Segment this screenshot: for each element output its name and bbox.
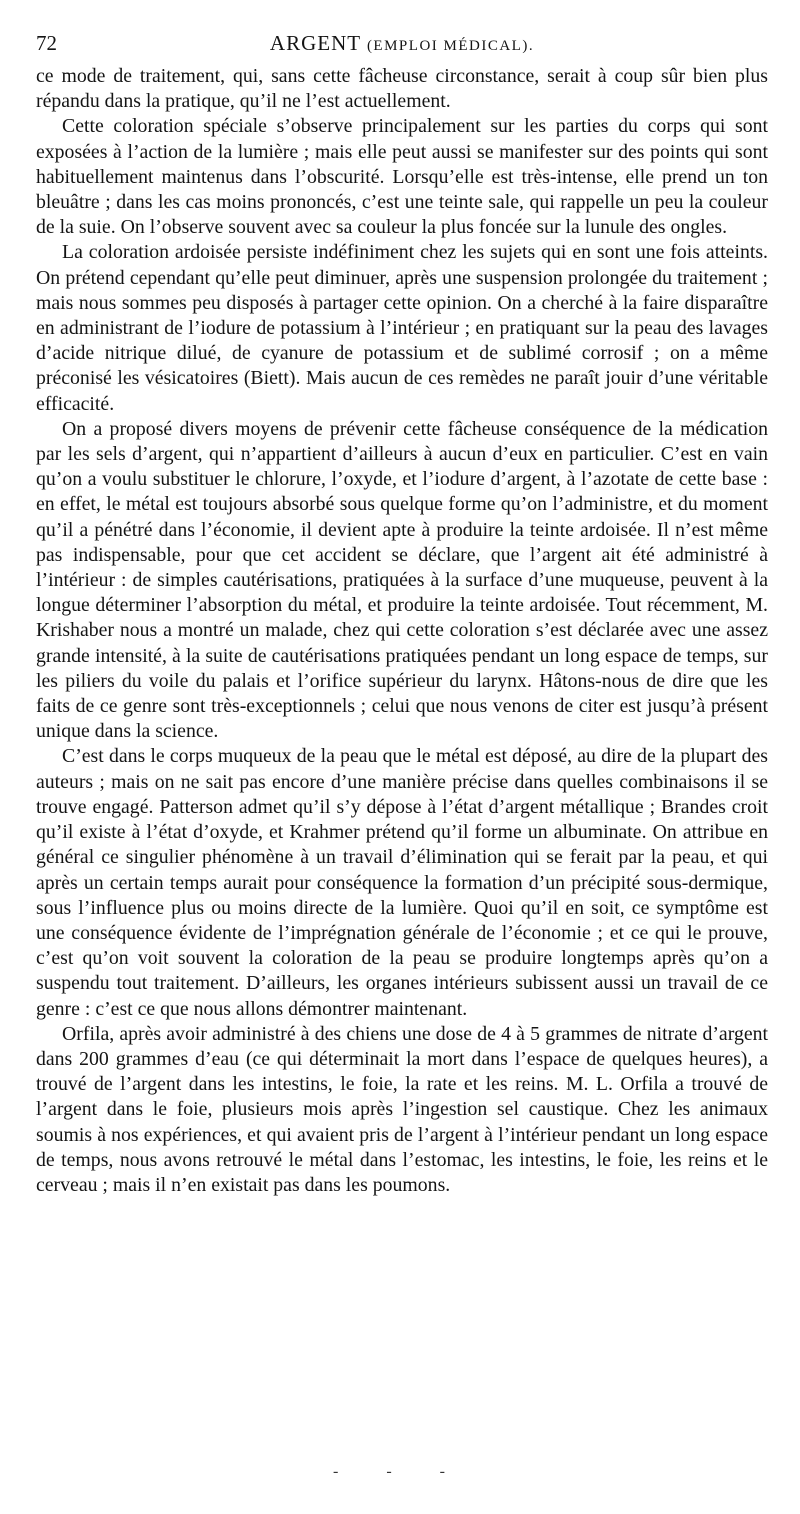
paragraph: C’est dans le corps muqueux de la peau que le métal est déposé, au dire de la plupart des auteurs ; mais on ne sait pas encore d’une manière précise dans quelles combinaisons il se trouve engagé. Patterson admet qu’il s’y dépose à l’état d’argent métallique ; Brandes croit qu’il existe à l’état d’oxyde, et Krahmer prétend qu’il forme un albuminate. On attribue en général ce singulier phénomène à un travail d’élimination qui se ferait par la peau, et qui après un certain temps aurait pour conséquence la formation d’un précipité sous-dermique, sous l’influence plus ou moins directe de la lumière. Quoi qu’il en soit, ce symptôme est une conséquence évidente de l’imprégnation générale de l’économie ; et ce qui le prouve, c’est qu’on voit souvent la coloration de la peau se produire longtemps après qu’on a suspendu tout traitement. D’ailleurs, les organes intérieurs subissent aussi un travail de ce genre : c’est ce que nous allons démontrer maintenant. bbox=[36, 745, 768, 1020]
paragraph: La coloration ardoisée persiste indéfiniment chez les sujets qui en sont une fois atteints. On prétend cependant qu’elle peut diminuer, après une suspension prolongée du traitement ; mais nous sommes peu disposés à partager cette opinion. On a cherché à la faire disparaître en administrant de l’iodure de potassium à l’intérieur ; en pratiquant sur la peau des lavages d’acide nitrique dilué, de cyanure de potassium et de sublimé corrosif ; on a même préconisé les vésicatoires (Biett). Mais aucun de ces remèdes ne paraît jouir d’une véritable efficacité. bbox=[36, 241, 768, 415]
page-header bbox=[36, 28, 768, 58]
footer-dashes: - - - bbox=[333, 1463, 467, 1480]
page-body bbox=[36, 64, 768, 1198]
paragraph: Cette coloration spéciale s’observe principalement sur les parties du corps qui sont exposées à l’action de la lumière ; mais elle peut aussi se manifester sur des points qui sont habituellement maintenus dans l’obscurité. Lorsqu’elle est très-intense, elle prend un ton bleuâtre ; dans les cas moins prononcés, c’est une teinte sale, qui rappelle un peu la couleur de la suie. On l’observe souvent avec sa couleur la plus foncée sur la lunule des ongles. bbox=[36, 115, 768, 239]
page-number: 72 bbox=[36, 31, 57, 55]
running-title-subtitle: (EMPLOI MÉDICAL). bbox=[366, 38, 535, 54]
running-title bbox=[36, 28, 768, 61]
paragraph-continuation: ce mode de traitement, qui, sans cette fâcheuse circonstance, serait à coup sûr bien plus répandu dans la pratique, qu’il ne l’est actuellement. bbox=[36, 65, 768, 113]
paragraph: Orfila, après avoir administré à des chiens une dose de 4 à 5 grammes de nitrate d’argent dans 200 grammes d’eau (ce qui déterminait la mort dans l’espace de quelques heures), a trouvé de l’argent dans les intestins, le foie, la rate et les reins. M. L. Orfila a trouvé de l’argent dans le foie, plusieurs mois après l’ingestion sel caustique. Chez les animaux soumis à nos expériences, et qui avaient pris de l’argent à l’intérieur pendant un long espace de temps, nous avons retrouvé le métal dans l’estomac, les intestins, le foie, les reins et le cerveau ; mais il n’en existait pas dans les poumons. bbox=[36, 1022, 768, 1196]
paragraph: On a proposé divers moyens de prévenir cette fâcheuse conséquence de la médication par les sels d’argent, qui n’appartient d’ailleurs à aucun d’eux en particulier. C’est en vain qu’on a voulu substituer le chlorure, l’oxyde, et l’iodure d’argent, à l’azotate de cette base : en effet, le métal est toujours absorbé sous quelque forme qu’on l’administre, et du moment qu’il a pénétré dans l’économie, il devient apte à produire la teinte ardoisée. Il n’est même pas indispensable, pour que cet accident se déclare, que l’argent ait été administré à l’intérieur : de simples cautérisations, pratiquées à la surface d’une muqueuse, peuvent à la longue déterminer l’absorption du métal, et produire la teinte ardoisée. Tout récemment, M. Krishaber nous a montré un malade, chez qui cette coloration s’est déclarée avec une assez grande intensité, à la suite de cautérisations pratiquées pendant un long espace de temps, sur les piliers du voile du palais et l’orifice supérieur du larynx. Hâtons-nous de dire que les faits de ce genre sont très-exceptionnels ; celui que nous venons de citer est jusqu’à présent unique dans la science. bbox=[36, 417, 768, 743]
running-title-main: ARGENT bbox=[269, 31, 361, 55]
book-page bbox=[36, 28, 768, 1198]
